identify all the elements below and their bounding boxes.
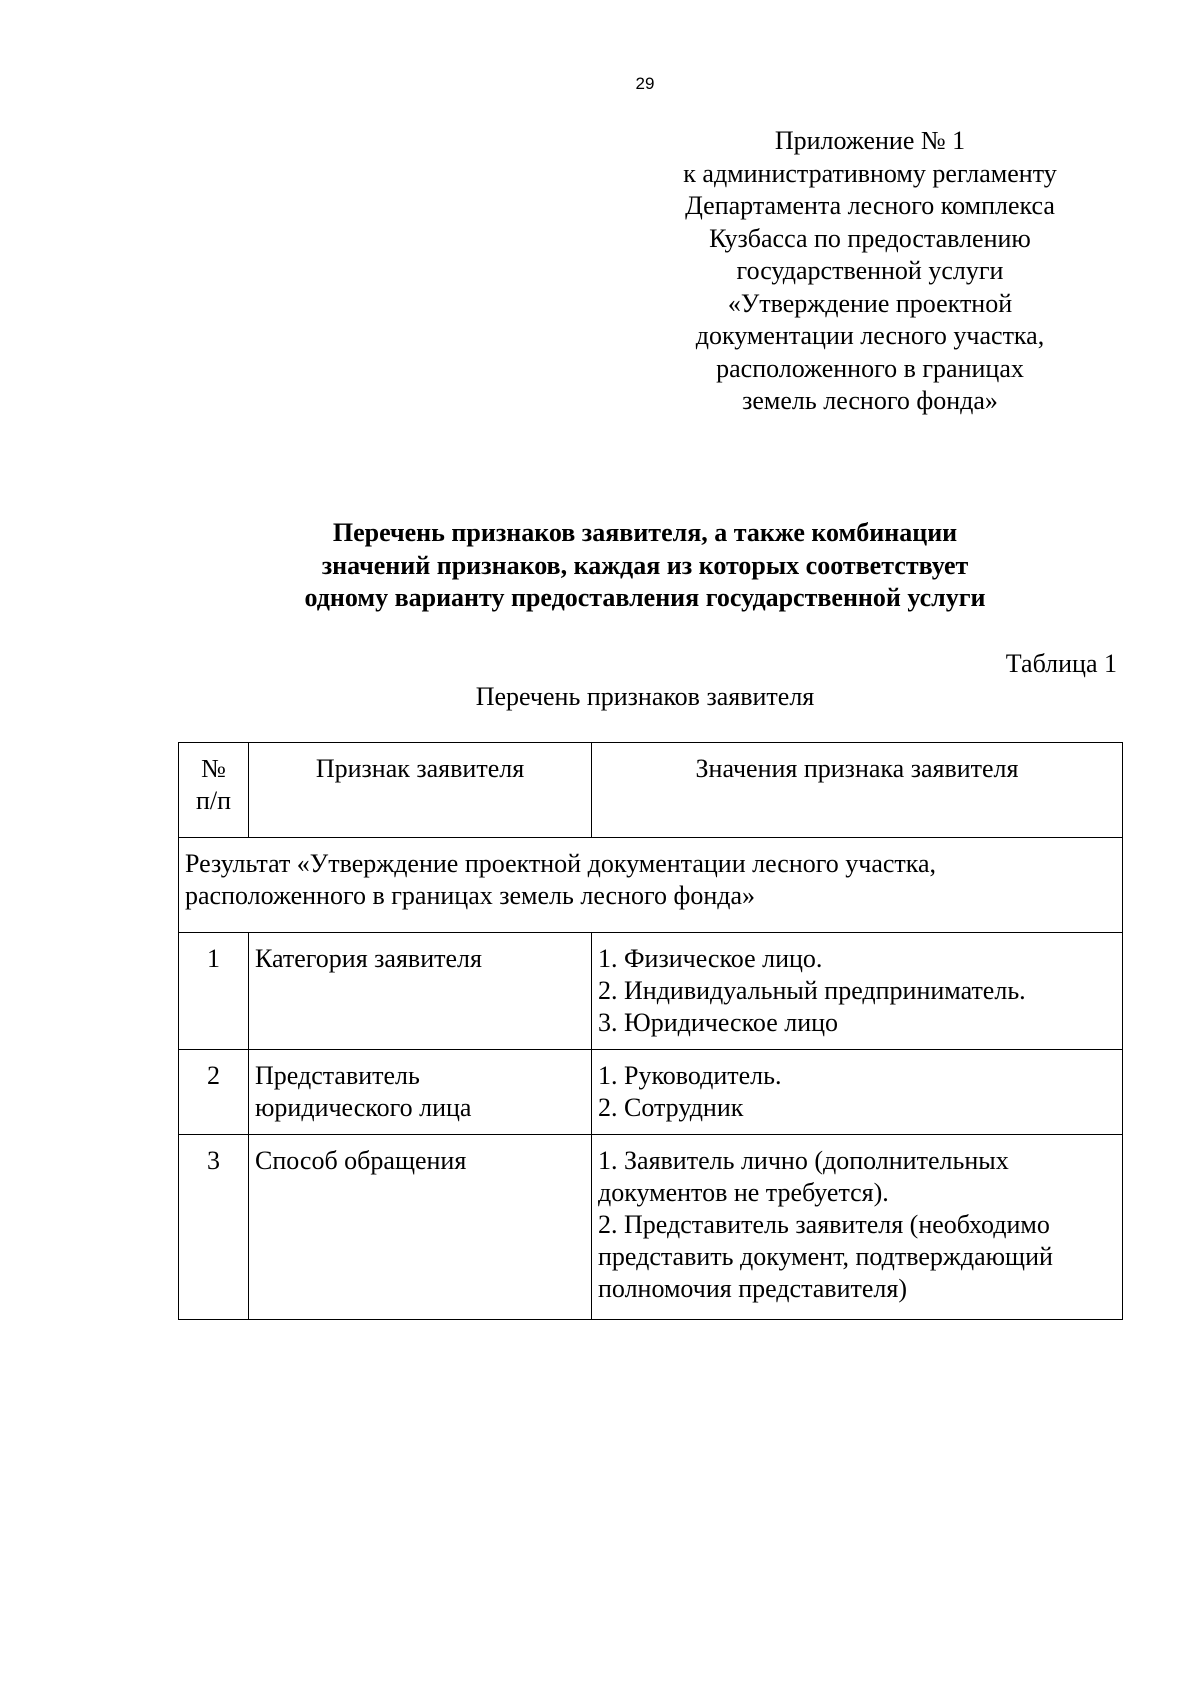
row-values-cell — [592, 1135, 1123, 1320]
header-attribute-label: Признак заявителя — [315, 754, 525, 783]
value-line: документов не требуется). — [598, 1178, 889, 1207]
appendix-line: Департамента лесного комплекса — [685, 191, 1055, 220]
value-line: 2. Представитель заявителя (необходимо — [598, 1210, 1050, 1239]
table-row — [179, 933, 1123, 1050]
attribute-line: Представитель — [255, 1061, 420, 1090]
value-line: 2. Индивидуальный предприниматель. — [598, 976, 1026, 1005]
result-cell — [179, 838, 1123, 933]
row-values-cell — [592, 933, 1123, 1050]
row-attribute-cell — [249, 1050, 592, 1135]
header-num-line: № — [201, 754, 226, 783]
value-line: полномочия представителя) — [598, 1274, 907, 1303]
attribute-line: юридического лица — [255, 1093, 472, 1122]
value-line: 1. Физическое лицо. — [598, 944, 823, 973]
document-title — [180, 517, 1110, 615]
row-num-cell: 1 — [179, 933, 249, 1050]
table-header-row — [179, 743, 1123, 838]
value-line: 3. Юридическое лицо — [598, 1008, 839, 1037]
table-caption: Перечень признаков заявителя — [475, 682, 815, 711]
page-number: 29 — [635, 74, 655, 93]
result-row — [179, 838, 1123, 933]
title-line: одному варианту предоставления государственной услуги — [304, 583, 986, 612]
row-num-cell: 2 — [179, 1050, 249, 1135]
appendix-line: расположенного в границах — [716, 353, 1024, 383]
result-line: Результат «Утверждение проектной документации лесного участка, — [185, 849, 937, 878]
appendix-line: Приложение № 1 — [774, 126, 966, 155]
appendix-heading — [640, 125, 1100, 418]
title-line: значений признаков, каждая из которых соответствует — [321, 550, 969, 580]
applicant-attributes-table — [178, 742, 1123, 1320]
value-line: 1. Руководитель. — [598, 1061, 782, 1090]
row-values-cell — [592, 1050, 1123, 1135]
table-row — [179, 1135, 1123, 1320]
title-line: Перечень признаков заявителя, а также комбинации — [332, 518, 958, 547]
appendix-line: Кузбасса по предоставлению — [709, 223, 1031, 253]
header-values-label: Значения признака заявителя — [695, 754, 1019, 783]
header-num-line: п/п — [195, 786, 232, 815]
value-line: представить документ, подтверждающий — [598, 1242, 1053, 1271]
row-attribute-cell — [249, 1135, 592, 1320]
appendix-line: к административному регламенту — [683, 158, 1057, 188]
appendix-line: государственной услуги — [736, 256, 1004, 285]
attribute-line: Категория заявителя — [255, 944, 482, 973]
table-number: Таблица 1 — [1005, 649, 1117, 678]
table-row — [179, 1050, 1123, 1135]
result-line: расположенного в границах земель лесного фонда» — [185, 881, 756, 910]
header-num-cell — [179, 743, 249, 838]
appendix-line: документации лесного участка, — [695, 321, 1045, 350]
value-line: 1. Заявитель лично (дополнительных — [598, 1146, 1009, 1175]
row-attribute-cell — [249, 933, 592, 1050]
header-values-cell — [592, 743, 1123, 838]
value-line: 2. Сотрудник — [598, 1093, 744, 1122]
appendix-line: «Утверждение проектной — [727, 288, 1013, 318]
attribute-line: Способ обращения — [255, 1146, 467, 1175]
appendix-line: земель лесного фонда» — [742, 386, 998, 415]
header-attribute-cell — [249, 743, 592, 838]
row-num-cell: 3 — [179, 1135, 249, 1320]
